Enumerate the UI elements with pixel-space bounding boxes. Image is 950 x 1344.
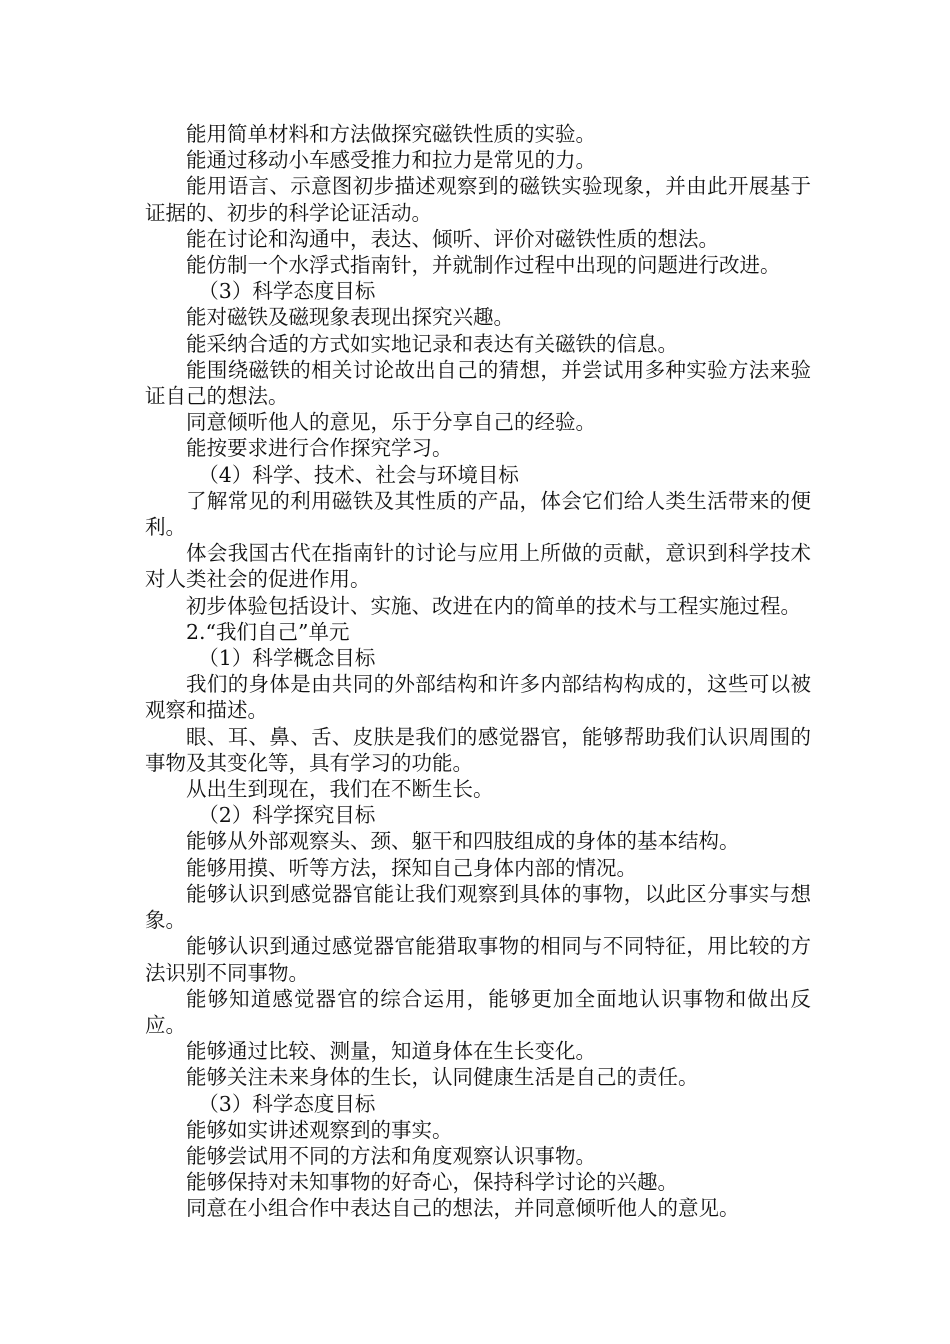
paragraph: 能用简单材料和方法做探究磁铁性质的实验。	[186, 122, 596, 146]
paragraph: 能用语言、示意图初步描述观察到的磁铁实验现象，并由此开展基于证据的、初步的科学论证活动。	[145, 174, 811, 225]
paragraph: 能够关注未来身体的生长，认同健康生活是自己的责任。	[186, 1065, 699, 1090]
paragraph: 能够用摸、听等方法，探知自己身体内部的情况。	[186, 855, 637, 880]
paragraph: 能在讨论和沟通中，表达、倾听、评价对磁铁性质的想法。	[186, 226, 719, 251]
section-heading: （2）科学探究目标	[198, 803, 376, 828]
paragraph: 能按要求进行合作探究学习。	[186, 436, 453, 461]
paragraph: 能够保持对未知事物的好奇心，保持科学讨论的兴趣。	[186, 1170, 678, 1195]
paragraph: 能够知道感觉器官的综合运用，能够更加全面地认识事物和做出反应。	[145, 986, 811, 1037]
paragraph: 同意倾听他人的意见，乐于分享自己的经验。	[186, 410, 596, 435]
paragraph: 从出生到现在，我们在不断生长。	[186, 777, 494, 802]
paragraph: 能采纳合适的方式如实地记录和表达有关磁铁的信息。	[186, 331, 678, 356]
paragraph: 能通过移动小车感受推力和拉力是常见的力。	[186, 148, 596, 173]
paragraph: 能仿制一个水浮式指南针，并就制作过程中出现的问题进行改进。	[186, 253, 781, 278]
paragraph: 了解常见的利用磁铁及其性质的产品，体会它们给人类生活带来的便利。	[145, 488, 811, 540]
section-heading: （1）科学概念目标	[198, 646, 376, 671]
paragraph: 眼、耳、鼻、舌、皮肤是我们的感觉器官，能够帮助我们认识周围的事物及其变化等，具有学习的功能。	[145, 724, 811, 775]
paragraph: 能够尝试用不同的方法和角度观察认识事物。	[186, 1143, 596, 1168]
paragraph: 我们的身体是由共同的外部结构和许多内部结构构成的，这些可以被观察和描述。	[145, 672, 811, 723]
section-heading: （3）科学态度目标	[198, 1091, 376, 1116]
paragraph: 初步体验包括设计、实施、改进在内的简单的技术与工程实施过程。	[186, 593, 801, 618]
section-heading: （4）科学、技术、社会与环境目标	[198, 462, 519, 487]
paragraph: 能对磁铁及磁现象表现出探究兴趣。	[186, 305, 514, 330]
document-body	[145, 121, 811, 1222]
paragraph: 能够认识到通过感觉器官能猎取事物的相同与不同特征，用比较的方法识别不同事物。	[145, 934, 811, 985]
paragraph: 同意在小组合作中表达自己的想法，并同意倾听他人的意见。	[186, 1196, 740, 1221]
section-heading: （3）科学态度目标	[198, 279, 376, 304]
paragraph: 体会我国古代在指南针的讨论与应用上所做的贡献，意识到科学技术对人类社会的促进作用。	[145, 541, 811, 592]
paragraph: 能够如实讲述观察到的事实。	[186, 1117, 453, 1142]
paragraph: 能够通过比较、测量，知道身体在生长变化。	[186, 1039, 596, 1064]
paragraph: 能够认识到感觉器官能让我们观察到具体的事物，以此区分事实与想象。	[145, 881, 811, 933]
unit-heading: 2.“我们自己”单元	[186, 619, 350, 644]
paragraph: 能够从外部观察头、颈、躯干和四肢组成的身体的基本结构。	[186, 829, 740, 854]
paragraph: 能围绕磁铁的相关讨论故出自己的猜想，并尝试用多种实验方法来验证自己的想法。	[145, 357, 811, 409]
